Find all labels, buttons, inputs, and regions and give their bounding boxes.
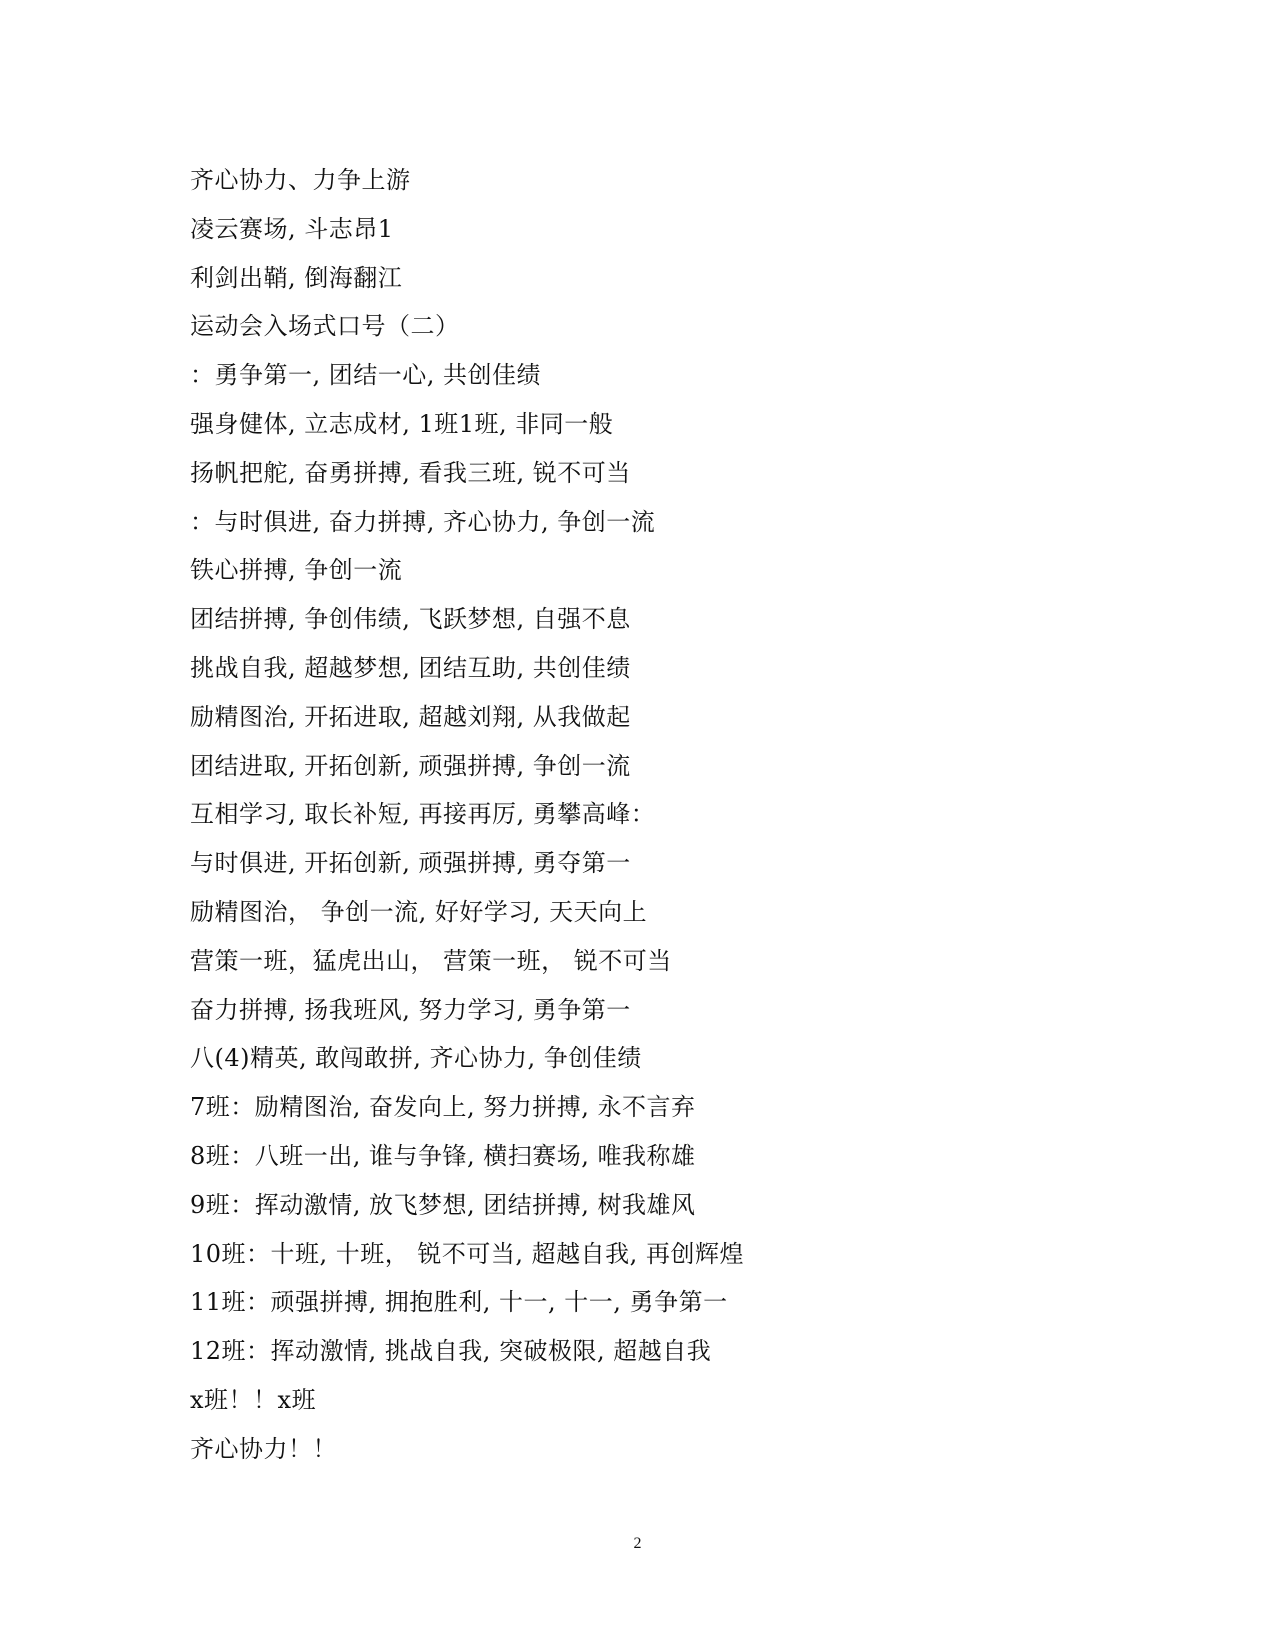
text-line: 8班：八班一出, 谁与争锋, 横扫赛场, 唯我称雄	[190, 1141, 696, 1170]
text-line: 扬帆把舵, 奋勇拼搏, 看我三班, 锐不可当	[190, 458, 631, 487]
text-line: 12班：挥动激情, 挑战自我, 突破极限, 超越自我	[190, 1337, 712, 1366]
text-line: 9班：挥动激情, 放飞梦想, 团结拼搏, 树我雄风	[190, 1190, 696, 1219]
text-line: 奋力拼搏, 扬我班风, 努力学习, 勇争第一	[190, 995, 631, 1024]
text-line: 齐心协力！！	[190, 1434, 337, 1463]
text-line: 励精图治, 开拓进取, 超越刘翔, 从我做起	[190, 702, 631, 731]
text-line: 齐心协力、力争上游	[190, 166, 411, 194]
text-line: ：勇争第一, 团结一心, 共创佳绩	[190, 361, 542, 390]
text-line: x班！！x班	[190, 1385, 317, 1414]
text-line: 团结拼搏, 争创伟绩, 飞跃梦想, 自强不息	[190, 605, 631, 634]
text-line: 利剑出鞘, 倒海翻江	[190, 263, 403, 292]
text-line: 营策一班，猛虎出山， 营策一班， 锐不可当	[190, 946, 672, 975]
text-line: 7班：励精图治, 奋发向上, 努力拼搏, 永不言弃	[190, 1093, 696, 1122]
slogan-list	[190, 156, 1090, 1474]
text-line: 互相学习, 取长补短, 再接再厉, 勇攀高峰：	[190, 800, 656, 829]
text-line: 挑战自我, 超越梦想, 团结互助, 共创佳绩	[190, 653, 631, 682]
text-line: 11班：顽强拼搏, 拥抱胜利, 十一, 十一, 勇争第一	[190, 1288, 728, 1317]
text-line: ：与时俱进, 奋力拼搏, 齐心协力, 争创一流	[190, 507, 656, 536]
text-line: 八(4)精英, 敢闯敢拼, 齐心协力, 争创佳绩	[190, 1044, 642, 1073]
text-line: 凌云赛场, 斗志昂1	[190, 214, 394, 243]
text-line: 强身健体, 立志成材, 1班1班, 非同一般	[190, 409, 614, 438]
section-heading: 运动会入场式口号（二）	[190, 312, 460, 341]
text-line: 与时俱进, 开拓创新, 顽强拼搏, 勇夺第一	[190, 849, 631, 878]
text-line: 团结进取, 开拓创新, 顽强拼搏, 争创一流	[190, 751, 631, 780]
text-line: 铁心拼搏, 争创一流	[190, 556, 403, 585]
text-line: 励精图治， 争创一流, 好好学习, 天天向上	[190, 897, 648, 926]
text-line: 10班：十班, 十班， 锐不可当, 超越自我, 再创辉煌	[190, 1239, 744, 1268]
page-number: 2	[633, 1535, 642, 1552]
